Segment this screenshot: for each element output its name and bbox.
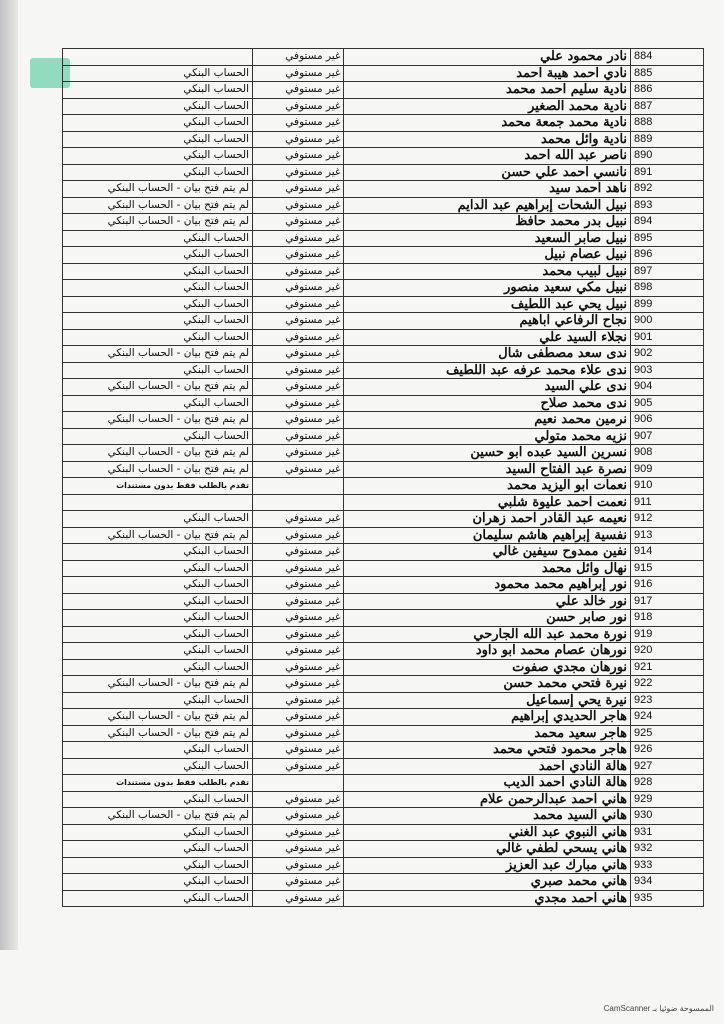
serial-number-cell: 884 [631, 49, 704, 66]
serial-number-cell: 930 [631, 808, 704, 825]
serial-number-cell: 885 [631, 65, 704, 82]
table-row [63, 181, 704, 198]
table-row [63, 478, 704, 495]
serial-number-cell: 919 [631, 626, 704, 643]
note-cell: الحساب البنكي [63, 395, 253, 412]
status-cell: غير مستوفي [253, 412, 344, 429]
serial-number-cell: 911 [631, 494, 704, 511]
note-cell: الحساب البنكي [63, 593, 253, 610]
name-cell: ناهد احمد سيد [344, 181, 631, 198]
serial-number-cell: 922 [631, 676, 704, 693]
table-row [63, 296, 704, 313]
serial-number-cell: 929 [631, 791, 704, 808]
table-body [63, 49, 704, 907]
serial-number-cell: 905 [631, 395, 704, 412]
note-cell: الحساب البنكي [63, 148, 253, 165]
table-row [63, 98, 704, 115]
status-cell: غير مستوفي [253, 313, 344, 330]
serial-number-cell: 906 [631, 412, 704, 429]
name-cell: نور صابر حسن [344, 610, 631, 627]
name-cell: نور خالد علي [344, 593, 631, 610]
status-cell: غير مستوفي [253, 824, 344, 841]
name-cell: نادر محمود علي [344, 49, 631, 66]
name-cell: هاني احمد عبدالرحمن علام [344, 791, 631, 808]
name-cell: نبيل عصام نبيل [344, 247, 631, 264]
serial-number-cell: 926 [631, 742, 704, 759]
name-cell: هاني السيد محمد [344, 808, 631, 825]
serial-number-cell: 921 [631, 659, 704, 676]
status-cell: غير مستوفي [253, 527, 344, 544]
note-cell: الحساب البنكي [63, 610, 253, 627]
table-row [63, 362, 704, 379]
serial-number-cell: 918 [631, 610, 704, 627]
table-row [63, 313, 704, 330]
note-cell: الحساب البنكي [63, 115, 253, 132]
name-cell: نبيل يحي عبد اللطيف [344, 296, 631, 313]
serial-number-cell: 892 [631, 181, 704, 198]
status-cell: غير مستوفي [253, 379, 344, 396]
name-cell: هاني يسحي لطفي غالي [344, 841, 631, 858]
serial-number-cell: 894 [631, 214, 704, 231]
table-row [63, 148, 704, 165]
table-row [63, 445, 704, 462]
serial-number-cell: 903 [631, 362, 704, 379]
name-cell: نعمات ابو اليزيد محمد [344, 478, 631, 495]
note-cell: لم يتم فتح بيان - الحساب البنكي [63, 214, 253, 231]
status-cell: غير مستوفي [253, 676, 344, 693]
status-cell: غير مستوفي [253, 791, 344, 808]
note-cell: الحساب البنكي [63, 247, 253, 264]
table-row [63, 197, 704, 214]
serial-number-cell: 889 [631, 131, 704, 148]
serial-number-cell: 896 [631, 247, 704, 264]
status-cell: غير مستوفي [253, 164, 344, 181]
name-cell: نهال وائل محمد [344, 560, 631, 577]
name-cell: نبيل صابر السعيد [344, 230, 631, 247]
note-cell: الحساب البنكي [63, 296, 253, 313]
scanner-watermark: CamScanner الممسوحة ضوئيا بـ [603, 1004, 714, 1013]
note-cell: الحساب البنكي [63, 98, 253, 115]
table-row [63, 874, 704, 891]
serial-number-cell: 916 [631, 577, 704, 594]
name-cell: هاجر سعيد محمد [344, 725, 631, 742]
serial-number-cell: 915 [631, 560, 704, 577]
status-cell: غير مستوفي [253, 461, 344, 478]
note-cell [63, 494, 253, 511]
serial-number-cell: 907 [631, 428, 704, 445]
note-cell: الحساب البنكي [63, 164, 253, 181]
serial-number-cell: 925 [631, 725, 704, 742]
table-row [63, 65, 704, 82]
page-edge-shadow [0, 0, 18, 950]
serial-number-cell: 935 [631, 890, 704, 907]
note-cell: لم يتم فتح بيان - الحساب البنكي [63, 412, 253, 429]
table-row [63, 593, 704, 610]
status-cell: غير مستوفي [253, 131, 344, 148]
name-cell: نرمين محمد نعيم [344, 412, 631, 429]
status-cell: غير مستوفي [253, 329, 344, 346]
status-cell: غير مستوفي [253, 247, 344, 264]
table-row [63, 263, 704, 280]
name-cell: نعيمه عبد القادر احمد زهران [344, 511, 631, 528]
table-row [63, 329, 704, 346]
status-cell: غير مستوفي [253, 874, 344, 891]
name-cell: ندى علاء محمد عرفه عبد اللطيف [344, 362, 631, 379]
table-row [63, 49, 704, 66]
status-cell: غير مستوفي [253, 263, 344, 280]
note-cell: الحساب البنكي [63, 874, 253, 891]
name-cell: ناصر عبد الله احمد [344, 148, 631, 165]
name-cell: ندى محمد صلاح [344, 395, 631, 412]
status-cell: غير مستوفي [253, 890, 344, 907]
note-cell: الحساب البنكي [63, 280, 253, 297]
table-row [63, 461, 704, 478]
table-row [63, 346, 704, 363]
status-cell: غير مستوفي [253, 560, 344, 577]
name-cell: نادية محمد جمعة محمد [344, 115, 631, 132]
note-cell: الحساب البنكي [63, 758, 253, 775]
serial-number-cell: 914 [631, 544, 704, 561]
status-cell: غير مستوفي [253, 643, 344, 660]
status-cell: غير مستوفي [253, 758, 344, 775]
name-cell: نور إبراهيم محمد محمود [344, 577, 631, 594]
name-cell: هالة النادي احمد الديب [344, 775, 631, 792]
table-row [63, 709, 704, 726]
serial-number-cell: 910 [631, 478, 704, 495]
note-cell: الحساب البنكي [63, 890, 253, 907]
status-cell [253, 494, 344, 511]
status-cell: غير مستوفي [253, 659, 344, 676]
table-row [63, 412, 704, 429]
table-row [63, 643, 704, 660]
status-cell: غير مستوفي [253, 577, 344, 594]
table-row [63, 824, 704, 841]
name-cell: نادية وائل محمد [344, 131, 631, 148]
serial-number-cell: 900 [631, 313, 704, 330]
serial-number-cell: 934 [631, 874, 704, 891]
note-cell: لم يتم فتح بيان - الحساب البنكي [63, 181, 253, 198]
table-row [63, 857, 704, 874]
status-cell [253, 478, 344, 495]
serial-number-cell: 901 [631, 329, 704, 346]
serial-number-cell: 895 [631, 230, 704, 247]
table-row [63, 742, 704, 759]
status-cell: غير مستوفي [253, 445, 344, 462]
name-cell: نصرة عبد الفتاح السيد [344, 461, 631, 478]
serial-number-cell: 913 [631, 527, 704, 544]
note-cell: الحساب البنكي [63, 791, 253, 808]
status-cell: غير مستوفي [253, 181, 344, 198]
table-row [63, 577, 704, 594]
note-cell: لم يتم فتح بيان - الحساب البنكي [63, 808, 253, 825]
name-cell: نبيل مكي سعيد منصور [344, 280, 631, 297]
name-cell: نانسي احمد علي حسن [344, 164, 631, 181]
table-row [63, 692, 704, 709]
serial-number-cell: 927 [631, 758, 704, 775]
status-cell: غير مستوفي [253, 709, 344, 726]
name-cell: هاني محمد صبري [344, 874, 631, 891]
table-row [63, 659, 704, 676]
serial-number-cell: 933 [631, 857, 704, 874]
serial-number-cell: 928 [631, 775, 704, 792]
name-cell: نجاح الرفاعي اباهيم [344, 313, 631, 330]
table-row [63, 82, 704, 99]
name-cell: نفين ممدوح سيفين غالي [344, 544, 631, 561]
note-cell: لم يتم فتح بيان - الحساب البنكي [63, 527, 253, 544]
serial-number-cell: 924 [631, 709, 704, 726]
name-cell: نادية محمد الصغير [344, 98, 631, 115]
name-cell: هاجر الحديدي إبراهيم [344, 709, 631, 726]
note-cell: الحساب البنكي [63, 65, 253, 82]
note-cell: الحساب البنكي [63, 577, 253, 594]
serial-number-cell: 917 [631, 593, 704, 610]
note-cell: الحساب البنكي [63, 263, 253, 280]
serial-number-cell: 899 [631, 296, 704, 313]
table-row [63, 775, 704, 792]
name-cell: نادي احمد هيبة احمد [344, 65, 631, 82]
status-cell: غير مستوفي [253, 725, 344, 742]
name-cell: نبيل الشحات إبراهيم عبد الدايم [344, 197, 631, 214]
serial-number-cell: 908 [631, 445, 704, 462]
name-cell: نيرة يحي إسماعيل [344, 692, 631, 709]
note-cell: لم يتم فتح بيان - الحساب البنكي [63, 725, 253, 742]
serial-number-cell: 912 [631, 511, 704, 528]
note-cell: لم يتم فتح بيان - الحساب البنكي [63, 709, 253, 726]
note-cell: لم يتم فتح بيان - الحساب البنكي [63, 676, 253, 693]
table-row [63, 511, 704, 528]
note-cell: الحساب البنكي [63, 131, 253, 148]
status-cell: غير مستوفي [253, 742, 344, 759]
note-cell: الحساب البنكي [63, 362, 253, 379]
name-cell: هاني النبوي عبد الغني [344, 824, 631, 841]
name-cell: نزيه محمد متولي [344, 428, 631, 445]
status-cell: غير مستوفي [253, 296, 344, 313]
serial-number-cell: 931 [631, 824, 704, 841]
note-cell: الحساب البنكي [63, 230, 253, 247]
note-cell: تقدم بالطلب فقط بدون مستندات [63, 478, 253, 495]
serial-number-cell: 893 [631, 197, 704, 214]
name-cell: نادية سليم احمد محمد [344, 82, 631, 99]
serial-number-cell: 886 [631, 82, 704, 99]
status-cell: غير مستوفي [253, 197, 344, 214]
table-row [63, 791, 704, 808]
status-cell: غير مستوفي [253, 346, 344, 363]
name-cell: نبيل لبيب محمد [344, 263, 631, 280]
serial-number-cell: 887 [631, 98, 704, 115]
name-cell: هالة النادي احمد [344, 758, 631, 775]
table-row [63, 610, 704, 627]
status-cell: غير مستوفي [253, 362, 344, 379]
name-cell: نبيل بدر محمد حافظ [344, 214, 631, 231]
serial-number-cell: 897 [631, 263, 704, 280]
table-row [63, 164, 704, 181]
name-cell: نعمت احمد عليوة شلبي [344, 494, 631, 511]
note-cell: الحساب البنكي [63, 643, 253, 660]
note-cell: الحساب البنكي [63, 692, 253, 709]
table-row [63, 758, 704, 775]
status-cell: غير مستوفي [253, 98, 344, 115]
status-cell: غير مستوفي [253, 808, 344, 825]
note-cell: الحساب البنكي [63, 742, 253, 759]
note-cell: الحساب البنكي [63, 511, 253, 528]
status-cell: غير مستوفي [253, 230, 344, 247]
serial-number-cell: 890 [631, 148, 704, 165]
serial-number-cell: 920 [631, 643, 704, 660]
status-cell: غير مستوفي [253, 395, 344, 412]
table-row [63, 379, 704, 396]
serial-number-cell: 902 [631, 346, 704, 363]
table-row [63, 676, 704, 693]
note-cell: لم يتم فتح بيان - الحساب البنكي [63, 346, 253, 363]
status-cell: غير مستوفي [253, 115, 344, 132]
status-cell: غير مستوفي [253, 65, 344, 82]
table-row [63, 494, 704, 511]
name-cell: نيرة فتحي محمد حسن [344, 676, 631, 693]
table-row [63, 115, 704, 132]
serial-number-cell: 923 [631, 692, 704, 709]
note-cell: الحساب البنكي [63, 329, 253, 346]
name-cell: نورة محمد عبد الله الجارحي [344, 626, 631, 643]
status-cell: غير مستوفي [253, 841, 344, 858]
note-cell: لم يتم فتح بيان - الحساب البنكي [63, 445, 253, 462]
status-cell: غير مستوفي [253, 82, 344, 99]
status-cell: غير مستوفي [253, 857, 344, 874]
table-row [63, 214, 704, 231]
note-cell: الحساب البنكي [63, 841, 253, 858]
status-cell: غير مستوفي [253, 593, 344, 610]
serial-number-cell: 932 [631, 841, 704, 858]
table-row [63, 395, 704, 412]
note-cell: لم يتم فتح بيان - الحساب البنكي [63, 379, 253, 396]
note-cell: لم يتم فتح بيان - الحساب البنكي [63, 461, 253, 478]
name-cell: نسرين السيد عبده ابو حسين [344, 445, 631, 462]
table-row [63, 280, 704, 297]
serial-number-cell: 888 [631, 115, 704, 132]
status-cell [253, 775, 344, 792]
serial-number-cell: 891 [631, 164, 704, 181]
status-cell: غير مستوفي [253, 692, 344, 709]
table-row [63, 808, 704, 825]
table-row [63, 725, 704, 742]
table-row [63, 626, 704, 643]
table-row [63, 527, 704, 544]
status-cell: غير مستوفي [253, 544, 344, 561]
note-cell: الحساب البنكي [63, 824, 253, 841]
table-row [63, 544, 704, 561]
note-cell: الحساب البنكي [63, 857, 253, 874]
note-cell: الحساب البنكي [63, 82, 253, 99]
name-cell: نورهان عصام محمد ابو داود [344, 643, 631, 660]
name-cell: هاني احمد مجدي [344, 890, 631, 907]
name-cell: هاجر محمود فتحي محمد [344, 742, 631, 759]
name-cell: هاني مبارك عبد العزيز [344, 857, 631, 874]
note-cell: الحساب البنكي [63, 313, 253, 330]
note-cell: الحساب البنكي [63, 626, 253, 643]
serial-number-cell: 904 [631, 379, 704, 396]
table-row [63, 890, 704, 907]
name-cell: نجلاء السيد علي [344, 329, 631, 346]
table-row [63, 560, 704, 577]
table-row [63, 247, 704, 264]
serial-number-cell: 898 [631, 280, 704, 297]
note-cell: الحساب البنكي [63, 560, 253, 577]
status-cell: غير مستوفي [253, 511, 344, 528]
name-cell: نفسية إبراهيم هاشم سليمان [344, 527, 631, 544]
table-row [63, 131, 704, 148]
status-cell: غير مستوفي [253, 214, 344, 231]
status-cell: غير مستوفي [253, 428, 344, 445]
status-cell: غير مستوفي [253, 49, 344, 66]
table-row [63, 230, 704, 247]
note-cell: الحساب البنكي [63, 544, 253, 561]
note-cell: لم يتم فتح بيان - الحساب البنكي [63, 197, 253, 214]
table-row [63, 428, 704, 445]
status-cell: غير مستوفي [253, 626, 344, 643]
note-cell: تقدم بالطلب فقط بدون مستندات [63, 775, 253, 792]
name-cell: ندى علي السيد [344, 379, 631, 396]
name-cell: ندى سعد مصطفى شال [344, 346, 631, 363]
table-row [63, 841, 704, 858]
status-cell: غير مستوفي [253, 610, 344, 627]
note-cell [63, 49, 253, 66]
serial-number-cell: 909 [631, 461, 704, 478]
status-cell: غير مستوفي [253, 280, 344, 297]
name-cell: نورهان مجدي صفوت [344, 659, 631, 676]
status-cell: غير مستوفي [253, 148, 344, 165]
beneficiary-table [62, 48, 704, 907]
note-cell: الحساب البنكي [63, 659, 253, 676]
note-cell: الحساب البنكي [63, 428, 253, 445]
